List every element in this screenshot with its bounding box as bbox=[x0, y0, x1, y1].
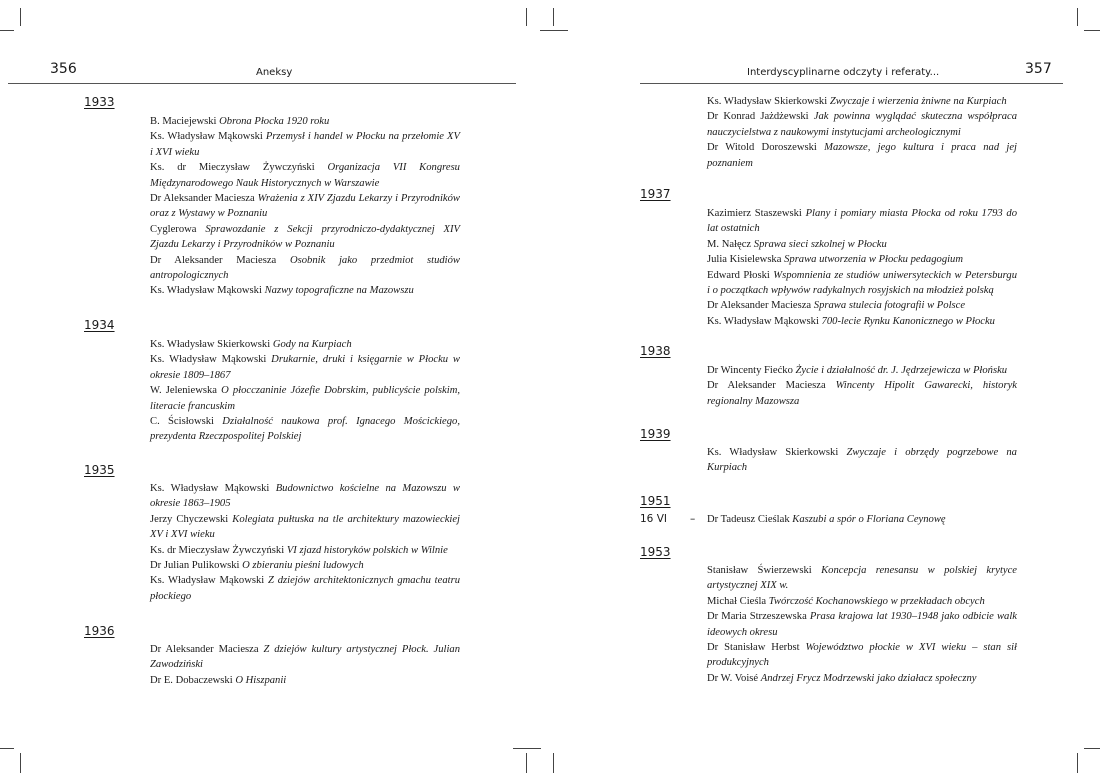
crop-mark bbox=[1084, 30, 1100, 31]
crop-mark bbox=[0, 30, 14, 31]
entry-title: O płocczaninie Józefie Dobrskim, publicyście polskim, literacie francuskim bbox=[150, 385, 460, 412]
year-heading: 1938 bbox=[640, 344, 671, 358]
entry-title: Sprawa stulecia fotografii w Polsce bbox=[813, 300, 966, 312]
entry-author: Dr Aleksander Maciesza bbox=[707, 380, 826, 392]
entry-title: Sprawozdanie z Sekcji przyrodniczo-dydaktycznej XIV Zjazdu Lekarzy i Przyrodników w Poznaniu bbox=[150, 223, 460, 251]
entry-author: Dr Wincenty Fiećko bbox=[707, 365, 793, 376]
entry-author: B. Maciejewski bbox=[150, 116, 217, 127]
entry-author: Dr Aleksander Maciesza bbox=[150, 254, 277, 266]
crop-mark bbox=[513, 748, 541, 749]
entry-title: Wspomnienia ze studiów uniwersyteckich w Petersburgu i o początkach wpływów radykalnych rosyjskich na młodzież polską bbox=[707, 269, 1017, 297]
entries-block bbox=[707, 563, 1017, 686]
crop-mark bbox=[0, 748, 14, 749]
entry-title: Kaszubi a spór o Floriana Ceynowę bbox=[792, 514, 946, 525]
entry-author: Dr E. Dobaczewski bbox=[150, 674, 233, 686]
crop-mark bbox=[20, 8, 21, 26]
lecture-entry bbox=[150, 673, 460, 688]
lecture-entry bbox=[707, 268, 1017, 299]
lecture-entry bbox=[707, 640, 1017, 671]
lecture-date: 16 VI bbox=[640, 513, 667, 525]
entry-title: Życie i działalność dr. J. Jędrzejewicza w Płońsku bbox=[795, 365, 1008, 376]
entry-title: Twórczość Kochanowskiego w przekładach obcych bbox=[768, 595, 985, 607]
entry-author: Ks. Władysław Mąkowski bbox=[150, 354, 267, 366]
lecture-entry bbox=[150, 283, 460, 298]
entry-title: Zwyczaje i obrzędy pogrzebowe na Kurpiach bbox=[707, 447, 1017, 474]
entry-title: Województwo płockie w XVI wieku – stan sił produkcyjnych bbox=[707, 642, 1017, 669]
lecture-entry bbox=[150, 114, 460, 129]
entry-author: Ks. Władysław Skierkowski bbox=[707, 447, 839, 458]
lecture-entry bbox=[707, 109, 1017, 140]
entry-author: Dr W. Voisé bbox=[707, 672, 759, 684]
entry-title: Organizacja VII Kongresu Międzynarodowego Nauk Historycznych w Warszawie bbox=[150, 162, 460, 189]
entry-author: Dr Julian Pulikowski bbox=[150, 560, 240, 572]
lecture-entry bbox=[150, 642, 460, 673]
lecture-entry bbox=[707, 671, 1017, 686]
entry-title: Wrażenia z XIV Zjazdu Lekarzy i Przyrodników oraz z Wystawy w Poznaniu bbox=[150, 193, 460, 220]
entry-title: Wincenty Hipolit Gawarecki, historyk regionalny Mazowsza bbox=[707, 380, 1017, 407]
entries-block bbox=[150, 642, 460, 688]
entry-title: Sprawa utworzenia w Płocku pedagogium bbox=[784, 254, 964, 266]
lecture-entry bbox=[150, 222, 460, 253]
year-heading: 1935 bbox=[84, 463, 115, 477]
entry-author: Michał Cieśla bbox=[707, 595, 767, 607]
entry-title: Drukarnie, druki i księgarnie w Płocku w okresie 1809–1867 bbox=[150, 354, 460, 381]
lecture-entry bbox=[707, 512, 1017, 527]
entry-author: Stanisław Świerzewski bbox=[707, 565, 812, 576]
entry-author: Dr Konrad Jażdżewski bbox=[707, 111, 809, 123]
entry-author: M. Nałęcz bbox=[707, 238, 752, 250]
year-heading: 1939 bbox=[640, 427, 671, 441]
lecture-entry bbox=[150, 414, 460, 445]
entry-title: Przemysł i handel w Płocku na przełomie XV i XVI wieku bbox=[150, 131, 460, 158]
year-heading: 1933 bbox=[84, 95, 115, 109]
entry-title: Andrzej Frycz Modrzewski jako działacz społeczny bbox=[760, 672, 977, 684]
lecture-entry bbox=[707, 94, 1017, 109]
entries-block bbox=[707, 363, 1017, 409]
entries-block bbox=[707, 445, 1017, 476]
crop-mark bbox=[553, 8, 554, 26]
entry-title: Zwyczaje i wierzenia żniwne na Kurpiach bbox=[829, 96, 1007, 107]
entry-title: Koncepcja renesansu w polskiej krytyce artystycznej XIX w. bbox=[707, 565, 1017, 592]
lecture-entry bbox=[150, 160, 460, 191]
entries-block bbox=[150, 337, 460, 445]
entry-author: Edward Płoski bbox=[707, 269, 770, 281]
crop-mark bbox=[1077, 8, 1078, 26]
date-dash: – bbox=[690, 513, 696, 525]
entry-title: 700-lecie Rynku Kanonicznego w Płocku bbox=[821, 315, 995, 327]
crop-mark bbox=[553, 753, 554, 773]
lecture-entry bbox=[150, 558, 460, 573]
entry-author: Dr Aleksander Maciesza bbox=[150, 644, 259, 655]
lecture-entry bbox=[707, 594, 1017, 609]
lecture-entry bbox=[150, 191, 460, 222]
lecture-entry bbox=[150, 383, 460, 414]
entry-author: Dr Aleksander Maciesza bbox=[150, 193, 255, 205]
entry-author: Dr Witold Doroszewski bbox=[707, 142, 817, 154]
crop-mark bbox=[1084, 748, 1100, 749]
entry-title: Prasa krajowa lat 1930–1948 jako odbicie walk ideowych okresu bbox=[707, 611, 1017, 638]
entry-author: Dr Stanisław Herbst bbox=[707, 642, 800, 654]
entry-author: Ks. Władysław Mąkowski bbox=[150, 285, 262, 297]
lecture-entry bbox=[150, 573, 460, 604]
lecture-entry bbox=[707, 140, 1017, 171]
lecture-entry bbox=[150, 129, 460, 160]
lecture-entry bbox=[707, 237, 1017, 252]
entry-author: W. Jeleniewska bbox=[150, 385, 217, 397]
entry-author: Ks. Władysław Mąkowski bbox=[150, 483, 270, 494]
lecture-entry bbox=[150, 512, 460, 543]
entry-author: Jerzy Chyczewski bbox=[150, 513, 229, 525]
year-heading: 1936 bbox=[84, 624, 115, 638]
entry-title: Gody na Kurpiach bbox=[272, 339, 352, 350]
crop-mark bbox=[526, 753, 527, 773]
lecture-entry bbox=[150, 543, 460, 558]
lecture-entry bbox=[707, 206, 1017, 237]
entry-title: Z dziejów kultury artystycznej Płock. Julian Zawodziński bbox=[150, 644, 460, 671]
entry-title: Mazowsze, jego kultura i praca nad jej poznaniem bbox=[707, 142, 1017, 169]
entries-block bbox=[150, 114, 460, 299]
running-head: Aneksy bbox=[256, 67, 293, 78]
right-page-header bbox=[640, 61, 1063, 84]
year-heading: 1934 bbox=[84, 318, 115, 332]
entry-author: Ks. Władysław Skierkowski bbox=[150, 339, 271, 350]
entry-title: Obrona Płocka 1920 roku bbox=[219, 116, 330, 127]
entry-author: Ks. dr Mieczysław Żywczyński bbox=[150, 162, 315, 174]
entry-author: Ks. Władysław Mąkowski bbox=[150, 575, 265, 587]
entries-block bbox=[707, 94, 1017, 171]
entry-author: Dr Tadeusz Cieślak bbox=[707, 514, 790, 525]
crop-mark bbox=[526, 8, 527, 26]
entry-title: Z dziejów architektonicznych gmachu teatru płockiego bbox=[150, 575, 460, 602]
year-heading: 1951 bbox=[640, 494, 671, 508]
entry-author: Dr Maria Strzeszewska bbox=[707, 611, 807, 623]
lecture-entry bbox=[707, 609, 1017, 640]
entry-author: Ks. Władysław Mąkowski bbox=[150, 131, 263, 143]
year-heading: 1937 bbox=[640, 187, 671, 201]
lecture-entry bbox=[707, 445, 1017, 476]
entry-title: VI zjazd historyków polskich w Wilnie bbox=[286, 544, 448, 556]
crop-mark bbox=[20, 753, 21, 773]
left-page-header bbox=[8, 61, 516, 84]
entry-title: Działalność naukowa prof. Ignacego Mościckiego, prezydenta Rzeczpospolitej Polskiej bbox=[150, 416, 460, 443]
crop-mark bbox=[540, 30, 568, 31]
entry-title: Sprawa sieci szkolnej w Płocku bbox=[753, 238, 887, 250]
lecture-entry bbox=[150, 481, 460, 512]
entries-block bbox=[150, 481, 460, 604]
lecture-entry bbox=[150, 352, 460, 383]
entry-author: Ks. Władysław Mąkowski bbox=[707, 315, 819, 327]
entry-title: Osobnik jako przedmiot studiów antropologicznych bbox=[150, 254, 460, 282]
entry-author: Ks. dr Mieczysław Żywczyński bbox=[150, 544, 285, 556]
entries-block bbox=[707, 206, 1017, 329]
lecture-entry bbox=[707, 563, 1017, 594]
running-head: Interdyscyplinarne odczyty i referaty... bbox=[747, 67, 940, 78]
entry-author: Cyglerowa bbox=[150, 223, 197, 235]
entry-author: C. Ścisłowski bbox=[150, 416, 214, 428]
entry-title: Kolegiata pułtuska na tle architektury mazowieckiej XV i XVI wieku bbox=[150, 513, 460, 541]
lecture-entry bbox=[707, 314, 1017, 329]
entry-title: O Hiszpanii bbox=[235, 674, 287, 686]
entry-title: Plany i pomiary miasta Płocka od roku 1793 do lat ostatnich bbox=[707, 208, 1018, 235]
crop-mark bbox=[1077, 753, 1078, 773]
entry-author: Kazimierz Staszewski bbox=[707, 208, 802, 219]
entry-title: O zbieraniu pieśni ludowych bbox=[242, 560, 364, 572]
year-heading: 1953 bbox=[640, 545, 671, 559]
lecture-entry bbox=[707, 378, 1017, 409]
lecture-entry bbox=[707, 363, 1017, 378]
entry-title: Budownictwo kościelne na Mazowszu w okresie 1863–1905 bbox=[150, 483, 460, 510]
entries-block bbox=[707, 512, 1017, 527]
entry-title: Nazwy topograficzne na Mazowszu bbox=[264, 285, 414, 297]
lecture-entry bbox=[707, 252, 1017, 267]
page-number: 356 bbox=[50, 61, 77, 77]
lecture-entry bbox=[150, 253, 460, 284]
entry-author: Julia Kisielewska bbox=[707, 254, 782, 266]
entry-author: Dr Aleksander Maciesza bbox=[707, 300, 812, 312]
lecture-entry bbox=[707, 298, 1017, 313]
entry-title: Jak powinna wyglądać skuteczna współpraca nauczycielstwa z naukowymi instytucjami archeologicznymi bbox=[707, 111, 1017, 138]
page-number: 357 bbox=[1025, 61, 1052, 77]
lecture-entry bbox=[150, 337, 460, 352]
entry-author: Ks. Władysław Skierkowski bbox=[707, 96, 828, 107]
